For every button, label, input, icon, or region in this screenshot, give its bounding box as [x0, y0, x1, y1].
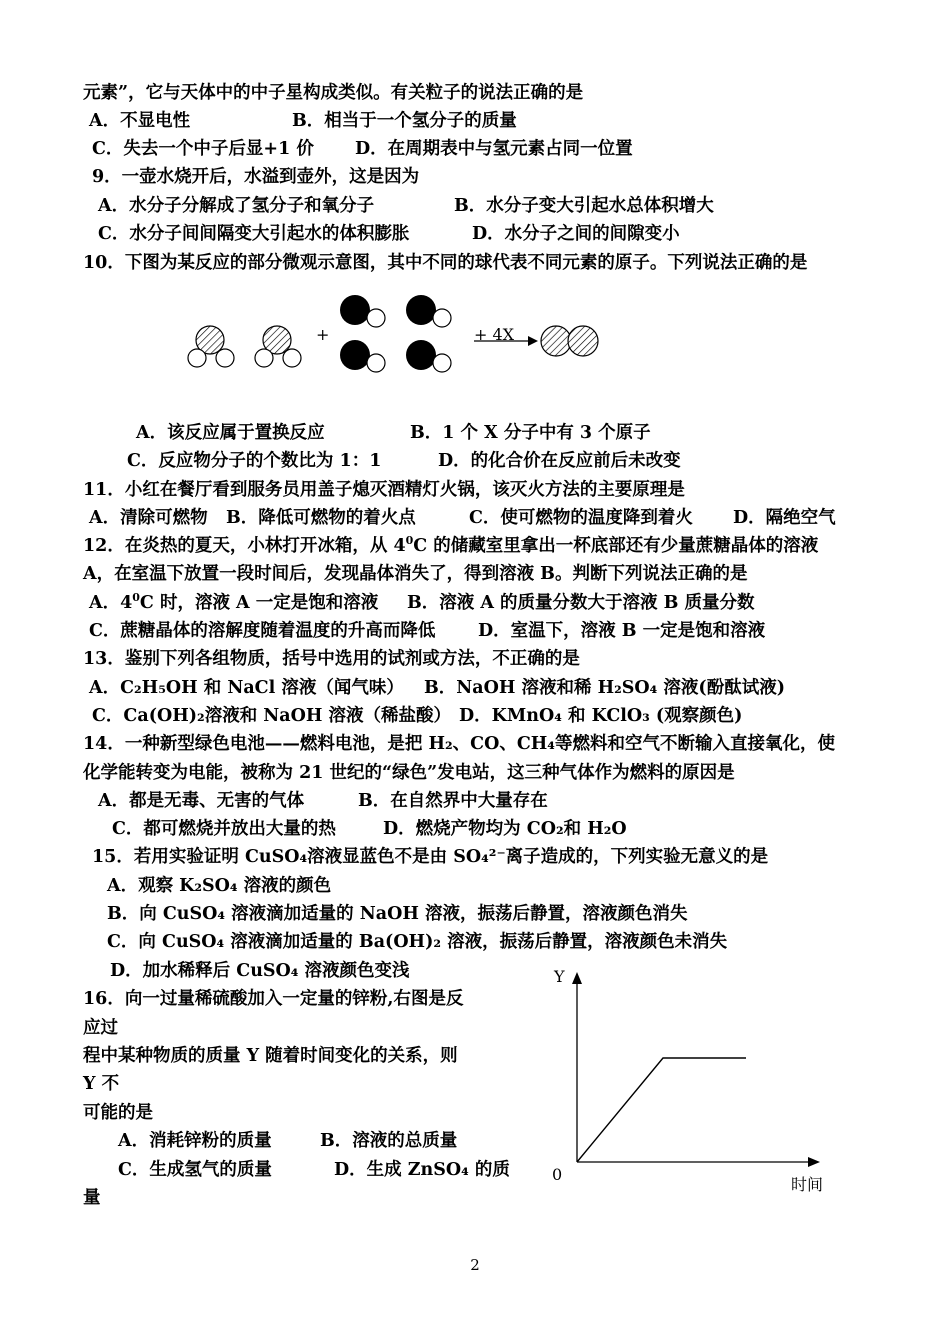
q13-stem: 13．鉴别下列各组物质，括号中选用的试剂或方法，不正确的是	[83, 649, 580, 669]
product-molecule	[541, 326, 598, 356]
q16-option-b: B．溶液的总质量	[320, 1131, 458, 1151]
q10-option-c: C．反应物分子的个数比为 1：1	[127, 451, 382, 471]
q13-option-b: B．NaOH 溶液和稀 H₂SO₄ 溶液(酚酞试液)	[424, 678, 785, 698]
q16-option-d-tail: 量	[83, 1188, 101, 1208]
q9-option-a: A．水分子分解成了氢分子和氧分子	[98, 196, 375, 216]
q9-option-c: C．水分子间间隔变大引起水的体积膨胀	[98, 224, 410, 244]
q10-option-d: D．的化合价在反应前后未改变	[438, 451, 681, 471]
q12-option-a-sup: 0	[132, 591, 140, 605]
plus-4x-label: + 4X	[474, 325, 515, 344]
q12-option-c: C．蔗糖晶体的溶解度随着温度的升高而降低	[89, 621, 436, 641]
graph-x-label: 时间	[791, 1175, 824, 1194]
q12-stem-part1: 12．在炎热的夏天，小林打开冰箱，从 4	[83, 536, 406, 556]
q11-stem: 11．小红在餐厅看到服务员用盖子熄灭酒精灯火锅，该灭火方法的主要原理是	[83, 480, 685, 500]
reactant-molecule-6	[406, 340, 451, 372]
reactant-molecule-3	[340, 295, 385, 327]
q16-stem-line3: 程中某种物质的质量 Y 随着时间变化的关系，则	[83, 1046, 458, 1066]
q8-option-b: B．相当于一个氢分子的质量	[292, 111, 517, 131]
q14-option-b: B．在自然界中大量存在	[358, 791, 548, 811]
q11-option-c: C．使可燃物的温度降到着火	[469, 508, 693, 528]
graph-x-arrow	[808, 1157, 820, 1167]
q8-stem-tail: 元素”，它与天体中的中子星构成类似。有关粒子的说法正确的是	[83, 83, 584, 103]
q16-option-a: A．消耗锌粉的质量	[118, 1131, 272, 1151]
q9-option-b: B．水分子变大引起水总体积增大	[454, 196, 714, 216]
q9-stem: 9．一壶水烧开后，水溢到壶外，这是因为	[92, 167, 420, 187]
q9-option-d: D．水分子之间的间隙变小	[472, 224, 680, 244]
q15-option-b: B．向 CuSO₄ 溶液滴加适量的 NaOH 溶液，振荡后静置，溶液颜色消失	[107, 904, 688, 924]
q12-stem-line1	[83, 535, 818, 557]
q12-option-a	[89, 592, 378, 614]
q15-option-c: C．向 CuSO₄ 溶液滴加适量的 Ba(OH)₂ 溶液，振荡后静置，溶液颜色未消失	[107, 932, 728, 952]
q16-stem-line1: 16．向一过量稀硫酸加入一定量的锌粉,右图是反	[83, 989, 464, 1009]
q15-option-d: D．加水稀释后 CuSO₄ 溶液颜色变浅	[110, 961, 410, 981]
q8-option-d: D．在周期表中与氢元素占同一位置	[355, 139, 633, 159]
q12-stem-line2: A，在室温下放置一段时间后，发现晶体消失了，得到溶液 B。判断下列说法正确的是	[83, 564, 748, 584]
reactant-molecule-5	[340, 340, 385, 372]
q12-option-b: B．溶液 A 的质量分数大于溶液 B 质量分数	[407, 593, 755, 613]
reactant-molecule-2	[255, 326, 301, 367]
q13-option-a: A．C₂H₅OH 和 NaCl 溶液（闻气味）	[89, 678, 404, 698]
q12-stem-sup: 0	[405, 534, 414, 548]
graph-y-label: Y	[554, 967, 565, 986]
q8-option-a: A．不显电性	[89, 111, 191, 131]
q12-stem-part2: C 的储藏室里拿出一杯底部还有少量蔗糖晶体的溶液	[413, 536, 819, 556]
graph-origin-label: 0	[552, 1165, 563, 1184]
q15-stem: 15．若用实验证明 CuSO₄溶液显蓝色不是由 SO₄²⁻离子造成的，下列实验无意义的是	[92, 847, 769, 867]
q13-option-d: D．KMnO₄ 和 KClO₃ (观察颜色)	[459, 706, 743, 726]
q12-option-a-post: C 时，溶液 A 一定是饱和溶液	[139, 593, 379, 613]
reaction-arrow-head	[528, 336, 538, 346]
q14-option-c: C．都可燃烧并放出大量的热	[112, 819, 336, 839]
q16-option-d: D．生成 ZnSO₄ 的质	[334, 1160, 510, 1180]
page-number: 2	[470, 1256, 480, 1274]
plus-sign: +	[316, 325, 330, 344]
mass-time-graph	[540, 962, 840, 1198]
q11-option-a: A．清除可燃物	[89, 508, 208, 528]
q14-option-a: A．都是无毒、无害的气体	[98, 791, 305, 811]
q13-option-c: C．Ca(OH)₂溶液和 NaOH 溶液（稀盐酸）	[92, 706, 451, 726]
q10-option-b: B．1 个 X 分子中有 3 个原子	[410, 423, 651, 443]
q14-option-d: D．燃烧产物均为 CO₂和 H₂O	[383, 819, 627, 839]
reactant-molecule-1	[188, 326, 234, 367]
q12-option-d: D．室温下，溶液 B 一定是饱和溶液	[478, 621, 766, 641]
q16-stem-line5: 可能的是	[83, 1103, 153, 1123]
q14-stem-line1: 14．一种新型绿色电池——燃料电池，是把 H₂、CO、CH₄等燃料和空气不断输入直接氧化，使	[83, 734, 835, 754]
q14-stem-line2: 化学能转变为电能，被称为 21 世纪的“绿色”发电站，这三种气体作为燃料的原因是	[83, 763, 735, 783]
q11-option-d: D．隔绝空气	[733, 508, 836, 528]
q16-stem-line4: Y 不	[83, 1074, 120, 1094]
graph-curve	[577, 1058, 746, 1162]
reactant-molecule-4	[406, 295, 451, 327]
q15-option-a: A．观察 K₂SO₄ 溶液的颜色	[107, 876, 332, 896]
q11-option-b: B．降低可燃物的着火点	[226, 508, 416, 528]
graph-y-arrow	[572, 972, 582, 984]
q10-option-a: A．该反应属于置换反应	[136, 423, 325, 443]
reaction-diagram	[180, 285, 620, 385]
q8-option-c: C．失去一个中子后显+1 价	[92, 139, 314, 159]
q16-option-c: C．生成氢气的质量	[118, 1160, 272, 1180]
q16-stem-line2: 应过	[83, 1018, 118, 1038]
q10-stem: 10．下图为某反应的部分微观示意图，其中不同的球代表不同元素的原子。下列说法正确的是	[83, 253, 808, 273]
q12-option-a-pre: A．4	[89, 593, 133, 613]
